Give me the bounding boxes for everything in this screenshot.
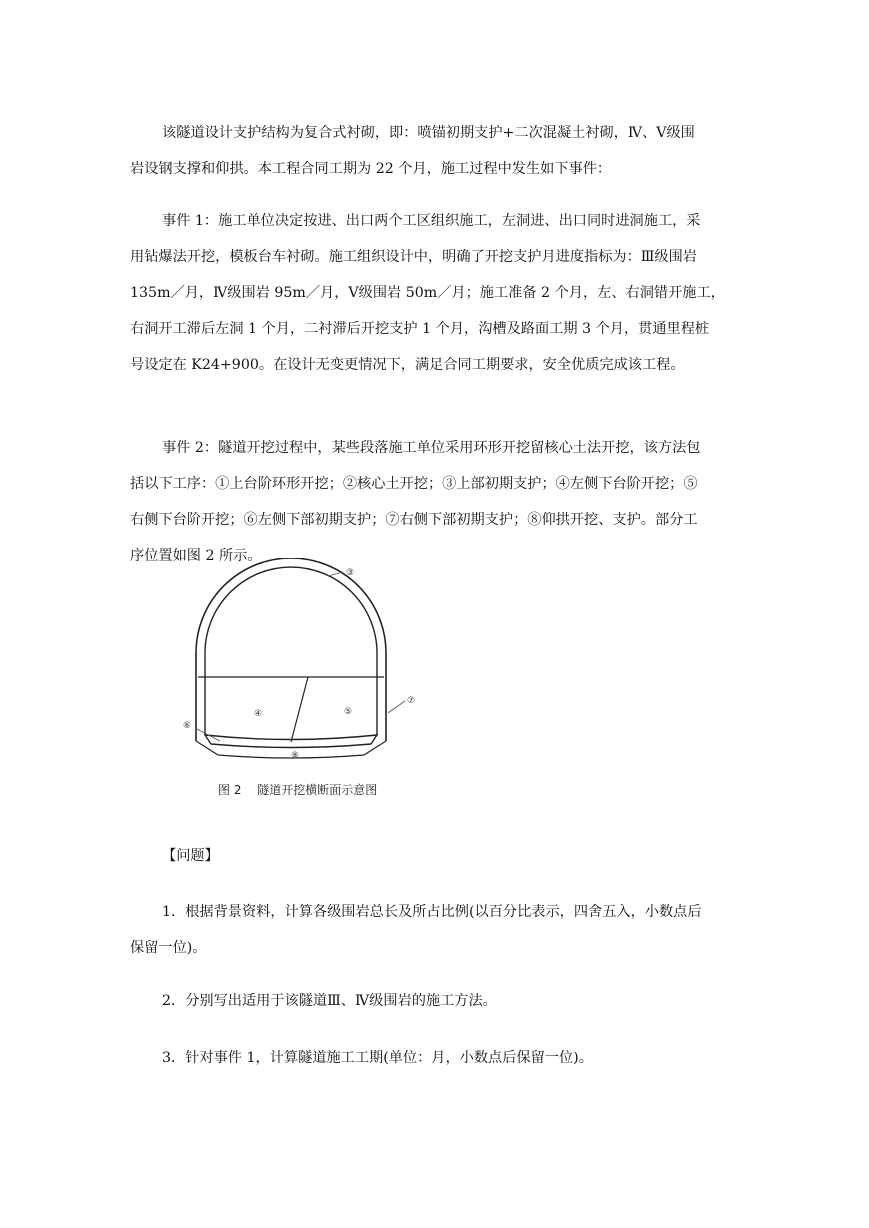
figure-caption: 图 2 隧道开挖横断面示意图 xyxy=(218,783,378,797)
label-5: ⑤ xyxy=(344,707,353,717)
label-3: ③ xyxy=(346,568,355,578)
text-line: 保留一位)。 xyxy=(130,940,207,956)
text-line: 用钻爆法开挖，模板台车衬砌。施工组织设计中，明确了开挖支护月进度指标为：Ⅲ级围岩 xyxy=(130,249,697,265)
text-line: 右侧下台阶开挖；⑥左侧下部初期支护；⑦右侧下部初期支护；⑧仰拱开挖、支护。部分工 xyxy=(130,512,698,528)
text-line: 135m／月，Ⅳ级围岩 95m／月，Ⅴ级围岩 50m／月；施工准备 2 个月，左、右洞错开施工， xyxy=(130,285,725,301)
event-2-paragraph xyxy=(130,430,742,574)
question-1 xyxy=(130,894,742,966)
question-2 xyxy=(130,983,742,1019)
question-3 xyxy=(130,1040,742,1076)
label-8: ⑧ xyxy=(291,751,300,761)
text-line: 岩设钢支撑和仰拱。本工程合同工期为 22 个月，施工过程中发生如下事件： xyxy=(130,161,612,177)
invert-base-line xyxy=(364,741,386,755)
text-line: 3．针对事件 1，计算隧道施工工期(单位：月，小数点后保留一位)。 xyxy=(162,1050,593,1066)
label-6: ⑥ xyxy=(183,721,192,731)
intro-paragraph xyxy=(130,115,742,187)
label-4: ④ xyxy=(254,709,263,719)
label-7: ⑦ xyxy=(407,696,416,706)
text-line: 右洞开工滞后左洞 1 个月，二衬滞后开挖支护 1 个月，沟槽及路面工期 3 个月，贯通里程桩 xyxy=(130,321,710,337)
questions-heading: 【问题】 xyxy=(162,848,219,864)
invert-base-line xyxy=(196,741,218,755)
text-line: 2．分别写出适用于该隧道Ⅲ、Ⅳ级围岩的施工方法。 xyxy=(162,993,497,1009)
event-1-paragraph xyxy=(130,203,742,383)
text-line: 号设定在 K24+900。在设计无变更情况下，满足合同工期要求，安全优质完成该工程。 xyxy=(130,357,685,373)
text-line: 1．根据背景资料，计算各级围岩总长及所占比例(以百分比表示，四舍五入，小数点后 xyxy=(162,904,702,920)
text-line: 事件 1：施工单位决定按进、出口两个工区组织施工，左洞进、出口同时进洞施工，采 xyxy=(162,213,701,229)
label-3-leader xyxy=(328,572,343,576)
text-line: 该隧道设计支护结构为复合式衬砌，即：喷锚初期支护+二次混凝土衬砌，Ⅳ、Ⅴ级围 xyxy=(162,125,695,141)
outer-lining-outline xyxy=(196,558,386,741)
core-divider-line xyxy=(291,677,308,742)
tunnel-cross-section-figure xyxy=(178,558,438,798)
text-line: 括以下工序：①上台阶环形开挖；②核心土开挖；③上部初期支护；④左侧下台阶开挖；⑤ xyxy=(130,476,698,492)
text-line: 事件 2：隧道开挖过程中，某些段落施工单位采用环形开挖留核心土法开挖，该方法包 xyxy=(162,440,701,456)
text-line: 序位置如图 2 所示。 xyxy=(130,548,262,564)
label-7-leader xyxy=(388,701,405,713)
